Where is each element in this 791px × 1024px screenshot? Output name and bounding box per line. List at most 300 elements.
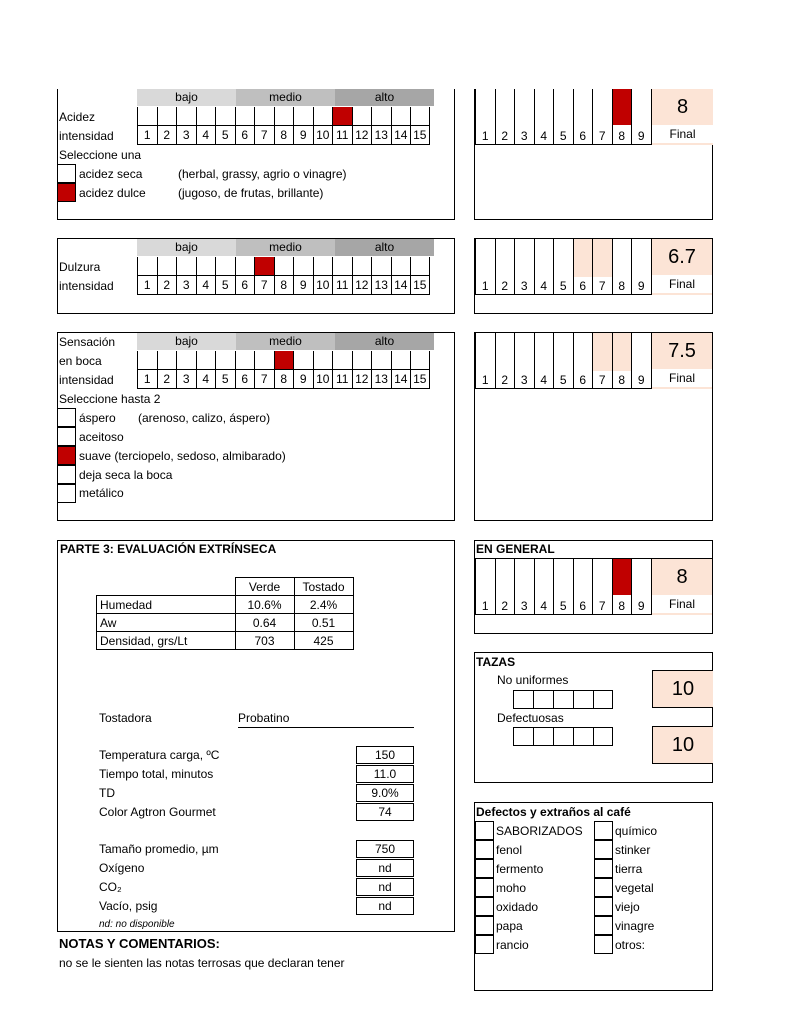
score-cell[interactable] xyxy=(495,89,515,145)
intensity-number: 14 xyxy=(392,125,411,144)
non-uniform-score xyxy=(652,670,713,708)
intensity-number: 1 xyxy=(138,369,157,388)
intensity-number: 1 xyxy=(138,275,157,294)
intensity-cell[interactable] xyxy=(293,351,313,389)
sweetness-score-scale[interactable] xyxy=(475,239,651,295)
score-number: 2 xyxy=(496,277,515,295)
defect-label: oxidado xyxy=(496,900,539,914)
selected-mark xyxy=(333,107,352,125)
intensity-cell[interactable] xyxy=(391,107,411,145)
intensity-cell[interactable] xyxy=(313,107,333,145)
final-label: Final xyxy=(652,275,712,293)
score-cell[interactable] xyxy=(592,89,612,145)
score-number: 6 xyxy=(574,127,593,145)
cup-cell[interactable] xyxy=(573,690,593,709)
cup-cell[interactable] xyxy=(553,727,573,746)
dry-acidity-checkbox[interactable] xyxy=(57,164,76,183)
scale-header-low: bajo xyxy=(137,239,236,256)
score-cell[interactable] xyxy=(631,559,651,615)
intensity-number: 10 xyxy=(314,125,333,144)
score-cell[interactable] xyxy=(631,239,651,295)
final-label: Final xyxy=(652,369,712,387)
intensity-number: 8 xyxy=(275,275,294,294)
defect-checkbox[interactable] xyxy=(594,935,613,954)
table-header-green: Verde xyxy=(235,578,294,596)
defect-checkbox[interactable] xyxy=(475,840,494,859)
defective-score-value: 10 xyxy=(671,734,695,756)
defect-checkbox[interactable] xyxy=(475,897,494,916)
defect-checkbox[interactable] xyxy=(475,859,494,878)
intensity-number: 10 xyxy=(314,275,333,294)
intensity-number: 7 xyxy=(255,125,274,144)
intensity-number: 6 xyxy=(236,125,255,144)
score-cell[interactable] xyxy=(534,559,554,615)
defect-checkbox[interactable] xyxy=(594,821,613,840)
score-cell[interactable] xyxy=(573,89,593,145)
charge-temp-value[interactable]: 150 xyxy=(356,746,414,764)
score-number: 5 xyxy=(554,277,573,295)
scale-header-mid: medio xyxy=(236,333,335,350)
cup-cell[interactable] xyxy=(573,727,593,746)
metallic-checkbox[interactable] xyxy=(57,484,76,503)
cup-cell[interactable] xyxy=(593,690,613,709)
cup-cell[interactable] xyxy=(513,690,533,709)
intensity-cell[interactable] xyxy=(254,107,274,145)
co2-label: CO₂ xyxy=(99,880,122,894)
selected-mark xyxy=(275,351,294,369)
notes-title: NOTAS Y COMENTARIOS: xyxy=(59,936,220,951)
intensity-cell[interactable] xyxy=(215,107,235,145)
mouthfeel-label-2: en boca xyxy=(59,354,102,368)
intensity-cell[interactable] xyxy=(176,257,196,295)
table-header-roasted: Tostado xyxy=(294,578,353,596)
score-number: 8 xyxy=(613,127,632,145)
score-number: 2 xyxy=(496,127,515,145)
cup-cell[interactable] xyxy=(533,690,553,709)
score-cell[interactable] xyxy=(514,89,534,145)
co2-value[interactable]: nd xyxy=(356,878,414,896)
row-roasted: 0.51 xyxy=(294,614,353,632)
selected-mark xyxy=(613,559,632,595)
intensity-cell[interactable] xyxy=(293,107,313,145)
total-time-value[interactable]: 11.0 xyxy=(356,765,414,783)
intensity-cell[interactable] xyxy=(274,257,294,295)
score-number: 8 xyxy=(613,277,632,295)
score-cell[interactable] xyxy=(631,89,651,145)
non-uniform-score-value: 10 xyxy=(671,678,695,700)
intensity-number: 13 xyxy=(372,369,391,388)
intensity-number: 6 xyxy=(236,275,255,294)
particle-size-label: Tamaño promedio, µm xyxy=(99,842,219,856)
sweetness-intensity-scale[interactable] xyxy=(137,257,430,295)
defect-label: otros: xyxy=(615,938,646,952)
score-cell[interactable] xyxy=(592,333,612,389)
score-number: 1 xyxy=(476,277,495,295)
intensity-number: 9 xyxy=(294,275,313,294)
intensity-cell[interactable] xyxy=(410,257,430,295)
sweetness-label: Dulzura xyxy=(59,260,101,274)
oily-checkbox[interactable] xyxy=(57,427,76,446)
intensity-cell[interactable] xyxy=(391,351,411,389)
score-cell[interactable] xyxy=(553,559,573,615)
score-cell[interactable] xyxy=(573,239,593,295)
td-label: TD xyxy=(99,786,115,800)
sweet-acidity-checkbox[interactable] xyxy=(57,183,76,202)
scale-header-low: bajo xyxy=(137,89,236,106)
score-cell[interactable] xyxy=(475,239,495,295)
score-number: 5 xyxy=(554,127,573,145)
table-row xyxy=(97,614,354,632)
intensity-number: 12 xyxy=(353,369,372,388)
table-row xyxy=(97,632,354,650)
oxygen-label: Oxígeno xyxy=(99,861,145,875)
score-cell[interactable] xyxy=(514,559,534,615)
intensity-number: 4 xyxy=(197,125,216,144)
mouthfeel-label: Sensación xyxy=(59,335,116,349)
score-cell[interactable] xyxy=(475,559,495,615)
defect-label: vinagre xyxy=(615,919,655,933)
defect-label: vegetal xyxy=(615,881,654,895)
sweetness-score-value: 6.7 xyxy=(668,246,696,268)
intensity-number: 15 xyxy=(411,369,429,388)
row-name: Humedad xyxy=(97,596,236,614)
smooth-checkbox[interactable] xyxy=(57,446,76,465)
score-number: 5 xyxy=(554,371,573,389)
score-cell[interactable] xyxy=(475,89,495,145)
score-cell[interactable] xyxy=(553,333,573,389)
roaster-value[interactable]: Probatino xyxy=(238,711,414,728)
score-cell[interactable] xyxy=(573,333,593,389)
cup-cell[interactable] xyxy=(593,727,613,746)
select-one-label: Seleccione una xyxy=(59,148,142,162)
score-cell[interactable] xyxy=(612,239,632,295)
score-cell[interactable] xyxy=(534,333,554,389)
final-label: Final xyxy=(652,595,712,613)
intensity-cell[interactable] xyxy=(352,351,372,389)
defective-score xyxy=(652,726,713,764)
defective-cups[interactable] xyxy=(513,727,613,746)
agtron-label: Color Agtron Gourmet xyxy=(99,805,216,819)
intensity-cell[interactable] xyxy=(157,107,177,145)
intensity-cell[interactable] xyxy=(391,257,411,295)
intensity-cell[interactable] xyxy=(215,257,235,295)
intensity-cell[interactable] xyxy=(371,257,391,295)
table-row xyxy=(97,596,354,614)
overall-score-scale[interactable] xyxy=(475,559,651,615)
intensity-number: 7 xyxy=(255,275,274,294)
score-number: 4 xyxy=(535,371,554,389)
intensity-number: 2 xyxy=(158,125,177,144)
overall-score-value: 8 xyxy=(676,566,688,588)
intensity-number: 14 xyxy=(392,275,411,294)
rough-desc: (arenoso, calizo, áspero) xyxy=(138,411,271,425)
select-two-label: Seleccione hasta 2 xyxy=(59,392,161,406)
intensity-cell[interactable] xyxy=(176,351,196,389)
score-number: 2 xyxy=(496,371,515,389)
smooth-label: suave (terciopelo, sedoso, almibarado) xyxy=(79,449,286,463)
intensity-cell[interactable] xyxy=(235,257,255,295)
scale-header-high: alto xyxy=(335,333,434,350)
defective-label: Defectuosas xyxy=(497,711,564,725)
row-roasted: 2.4% xyxy=(294,596,353,614)
moisture-table xyxy=(96,577,354,650)
intensity-number: 13 xyxy=(372,275,391,294)
intensity-number: 3 xyxy=(177,275,196,294)
score-number: 8 xyxy=(613,597,632,615)
defect-label: fenol xyxy=(496,843,523,857)
score-number: 5 xyxy=(554,597,573,615)
row-name: Aw xyxy=(97,614,236,632)
intensity-number: 13 xyxy=(372,125,391,144)
score-number: 9 xyxy=(632,597,651,615)
dry-acidity-label: acidez seca xyxy=(79,167,143,181)
oxygen-value[interactable]: nd xyxy=(356,859,414,877)
defect-label: papa xyxy=(496,919,523,933)
score-number: 7 xyxy=(593,127,612,145)
intensity-cell[interactable] xyxy=(410,107,430,145)
score-number: 2 xyxy=(496,597,515,615)
intensity-cell[interactable] xyxy=(313,351,333,389)
intensity-cell[interactable] xyxy=(352,107,372,145)
intensity-number: 5 xyxy=(216,275,235,294)
defect-checkbox[interactable] xyxy=(594,840,613,859)
intensity-number: 1 xyxy=(138,125,157,144)
score-cell[interactable] xyxy=(553,89,573,145)
defect-label: moho xyxy=(496,881,527,895)
defect-checkbox[interactable] xyxy=(475,821,494,840)
defect-label: químico xyxy=(615,824,658,838)
row-name: Densidad, grs/Lt xyxy=(97,632,236,650)
non-uniform-label: No uniformes xyxy=(497,673,569,687)
intensity-cell[interactable] xyxy=(274,351,294,389)
intensity-cell[interactable] xyxy=(274,107,294,145)
intensity-cell[interactable] xyxy=(137,257,157,295)
cup-cell[interactable] xyxy=(533,727,553,746)
intensity-number: 5 xyxy=(216,369,235,388)
sweetness-intensity-label: intensidad xyxy=(59,279,114,293)
intensity-number: 12 xyxy=(353,275,372,294)
overall-title: EN GENERAL xyxy=(476,542,555,556)
score-cell[interactable] xyxy=(612,559,632,615)
scale-header-high: alto xyxy=(335,239,434,256)
intensity-cell[interactable] xyxy=(137,351,157,389)
score-number: 4 xyxy=(535,597,554,615)
defect-label: viejo xyxy=(615,900,640,914)
metallic-label: metálico xyxy=(79,486,124,500)
defect-label: fermento xyxy=(496,862,544,876)
cups-title: TAZAS xyxy=(476,655,516,669)
score-number: 6 xyxy=(574,597,593,615)
sweet-acidity-label: acidez dulce xyxy=(79,186,146,200)
final-label: Final xyxy=(652,125,713,143)
score-cell[interactable] xyxy=(514,239,534,295)
sweetness-final-score xyxy=(651,239,712,295)
score-cell[interactable] xyxy=(631,333,651,389)
intensity-number: 15 xyxy=(411,275,429,294)
score-cell[interactable] xyxy=(553,239,573,295)
intensity-cell[interactable] xyxy=(352,257,372,295)
charge-temp-label: Temperatura carga, ºC xyxy=(99,748,220,762)
score-number: 1 xyxy=(476,371,495,389)
intensity-cell[interactable] xyxy=(371,107,391,145)
score-cell[interactable] xyxy=(495,239,515,295)
score-cell[interactable] xyxy=(534,239,554,295)
intensity-cell[interactable] xyxy=(157,257,177,295)
score-number: 9 xyxy=(632,371,651,389)
intensity-number: 3 xyxy=(177,125,196,144)
score-cell[interactable] xyxy=(573,559,593,615)
intensity-number: 4 xyxy=(197,369,216,388)
intensity-number: 9 xyxy=(294,369,313,388)
defect-checkbox[interactable] xyxy=(594,916,613,935)
oily-label: aceitoso xyxy=(79,430,124,444)
defect-label: SABORIZADOS xyxy=(496,824,583,838)
intensity-cell[interactable] xyxy=(332,351,352,389)
overall-final-score xyxy=(651,559,712,615)
score-cell[interactable] xyxy=(495,559,515,615)
intensity-cell[interactable] xyxy=(215,351,235,389)
defect-label: stinker xyxy=(615,843,651,857)
intensity-cell[interactable] xyxy=(235,351,255,389)
intensity-cell[interactable] xyxy=(254,257,274,295)
score-number: 1 xyxy=(476,127,495,145)
cup-cell[interactable] xyxy=(553,690,573,709)
intensity-cell[interactable] xyxy=(332,107,352,145)
score-cell[interactable] xyxy=(612,89,632,145)
intensity-number: 8 xyxy=(275,125,294,144)
nd-note: nd: no disponible xyxy=(99,919,175,930)
part3-title: PARTE 3: EVALUACIÓN EXTRÍNSECA xyxy=(60,542,277,556)
notes-text[interactable]: no se le sienten las notas terrosas que declaran tener xyxy=(59,956,345,970)
row-green: 10.6% xyxy=(235,596,294,614)
score-number: 3 xyxy=(515,277,534,295)
score-number: 3 xyxy=(515,127,534,145)
acidity-intensity-scale[interactable] xyxy=(137,107,430,145)
particle-size-value[interactable]: 750 xyxy=(356,840,414,858)
intensity-cell[interactable] xyxy=(196,107,216,145)
mouthfeel-score-value: 7.5 xyxy=(668,340,696,362)
intensity-cell[interactable] xyxy=(137,107,157,145)
acidity-label: Acidez xyxy=(59,110,96,124)
defect-checkbox[interactable] xyxy=(594,897,613,916)
mouth-drying-label: deja seca la boca xyxy=(79,468,173,482)
intensity-number: 11 xyxy=(333,275,352,294)
score-number: 4 xyxy=(535,277,554,295)
defect-checkbox[interactable] xyxy=(594,878,613,897)
selected-mark xyxy=(613,89,632,125)
intensity-number: 2 xyxy=(158,275,177,294)
mouthfeel-intensity-scale[interactable] xyxy=(137,351,430,389)
acidity-intensity-label: intensidad xyxy=(59,129,114,143)
intensity-cell[interactable] xyxy=(235,107,255,145)
scale-header-high: alto xyxy=(335,89,434,106)
row-green: 703 xyxy=(235,632,294,650)
score-cell[interactable] xyxy=(534,89,554,145)
total-time-label: Tiempo total, minutos xyxy=(99,767,214,781)
defect-checkbox[interactable] xyxy=(475,878,494,897)
td-value[interactable]: 9.0% xyxy=(356,784,414,802)
score-number: 7 xyxy=(593,277,612,295)
intensity-number: 15 xyxy=(411,125,429,144)
score-number: 9 xyxy=(632,127,651,145)
score-cell[interactable] xyxy=(514,333,534,389)
defect-label: tierra xyxy=(615,862,643,876)
non-uniform-cups[interactable] xyxy=(513,690,613,709)
intensity-number: 9 xyxy=(294,125,313,144)
score-number: 6 xyxy=(574,277,593,295)
score-number: 7 xyxy=(593,371,612,389)
roaster-label: Tostadora xyxy=(99,711,152,725)
score-number: 3 xyxy=(515,597,534,615)
score-cell[interactable] xyxy=(475,333,495,389)
intensity-number: 4 xyxy=(197,275,216,294)
defect-checkbox[interactable] xyxy=(594,859,613,878)
intensity-number: 7 xyxy=(255,369,274,388)
intensity-number: 8 xyxy=(275,369,294,388)
mouth-drying-checkbox[interactable] xyxy=(57,465,76,484)
acidity-final-score xyxy=(651,89,713,145)
intensity-cell[interactable] xyxy=(371,351,391,389)
scale-header-mid: medio xyxy=(236,239,335,256)
defect-checkbox[interactable] xyxy=(475,935,494,954)
intensity-cell[interactable] xyxy=(332,257,352,295)
score-cell[interactable] xyxy=(495,333,515,389)
intensity-cell[interactable] xyxy=(293,257,313,295)
score-number: 1 xyxy=(476,597,495,615)
defect-checkbox[interactable] xyxy=(475,916,494,935)
defect-label: rancio xyxy=(496,938,529,952)
mouthfeel-score-scale[interactable] xyxy=(475,333,651,389)
intensity-cell[interactable] xyxy=(410,351,430,389)
intensity-cell[interactable] xyxy=(313,257,333,295)
score-cell[interactable] xyxy=(592,559,612,615)
intensity-cell[interactable] xyxy=(176,107,196,145)
acidity-score-value: 8 xyxy=(676,96,689,118)
dry-acidity-desc: (herbal, grassy, agrio o vinagre) xyxy=(178,167,347,181)
defects-title: Defectos y extraños al café xyxy=(476,805,631,819)
agtron-value[interactable]: 74 xyxy=(356,803,414,821)
selected-mark xyxy=(255,257,274,275)
rough-checkbox[interactable] xyxy=(57,408,76,427)
row-green: 0.64 xyxy=(235,614,294,632)
intensity-cell[interactable] xyxy=(254,351,274,389)
score-number: 4 xyxy=(535,127,554,145)
score-number: 7 xyxy=(593,597,612,615)
score-cell[interactable] xyxy=(592,239,612,295)
scale-header-mid: medio xyxy=(236,89,335,106)
scale-header-low: bajo xyxy=(137,333,236,350)
vacuum-value[interactable]: nd xyxy=(356,897,414,915)
intensity-cell[interactable] xyxy=(196,257,216,295)
intensity-number: 10 xyxy=(314,369,333,388)
intensity-number: 5 xyxy=(216,125,235,144)
row-roasted: 425 xyxy=(294,632,353,650)
intensity-cell[interactable] xyxy=(196,351,216,389)
score-number: 8 xyxy=(613,371,632,389)
score-number: 3 xyxy=(515,371,534,389)
cup-cell[interactable] xyxy=(513,727,533,746)
score-number: 6 xyxy=(574,371,593,389)
score-cell[interactable] xyxy=(612,333,632,389)
intensity-number: 12 xyxy=(353,125,372,144)
mouthfeel-final-score xyxy=(651,333,712,389)
intensity-cell[interactable] xyxy=(157,351,177,389)
acidity-score-scale[interactable] xyxy=(475,89,651,145)
intensity-number: 11 xyxy=(333,125,352,144)
intensity-number: 3 xyxy=(177,369,196,388)
mouthfeel-intensity-label: intensidad xyxy=(59,373,114,387)
intensity-number: 6 xyxy=(236,369,255,388)
